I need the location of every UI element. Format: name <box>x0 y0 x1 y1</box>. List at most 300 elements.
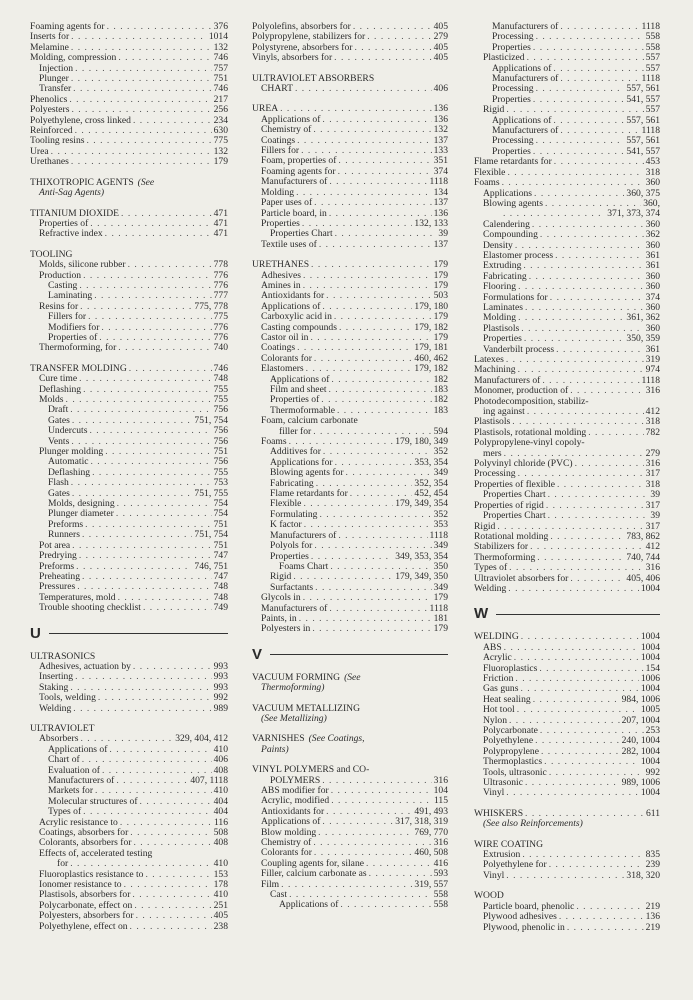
entry-term: Preheating <box>39 570 81 582</box>
entry-page-number: 558 <box>645 31 660 43</box>
entry-leader-dots <box>70 405 211 415</box>
entry-term: Applications of <box>279 899 339 911</box>
entry-term: Molds <box>39 394 64 405</box>
entry-term: Inserts for <box>30 31 70 43</box>
entry-page-number: 240, 1004 <box>621 735 660 747</box>
entry-leader-dots <box>576 902 643 912</box>
index-entry <box>252 900 448 910</box>
entry-term: Transfer <box>39 83 72 95</box>
entry-page-number: 1014 <box>208 31 228 43</box>
entry-page-number: 349 <box>433 581 448 593</box>
entry-page-number: 775 <box>213 135 228 147</box>
entry-page-number: 1118 <box>641 21 660 32</box>
index-entry <box>474 871 660 881</box>
entry-leader-dots <box>82 572 212 582</box>
entry-page-number: 751, 754 <box>194 414 228 426</box>
entry-leader-dots <box>72 541 211 551</box>
entry-page-number: 360, <box>643 197 660 209</box>
entry-leader-dots <box>518 313 624 323</box>
entry-page-number: 1118 <box>429 176 448 188</box>
entry-term: Rigid <box>483 104 505 116</box>
entry-page-number: 178 <box>213 879 228 891</box>
entry-page-number: 558 <box>433 889 448 901</box>
entry-leader-dots <box>83 271 212 281</box>
entry-term: Flame retardants for <box>270 488 348 500</box>
entry-leader-dots <box>128 260 212 270</box>
entry-term: Molding <box>261 186 295 198</box>
entry-page-number: 1118 <box>429 529 448 541</box>
entry-term: Polyethylene, cross linked <box>30 114 131 126</box>
entry-term: Polyolefins, absorbers for <box>252 21 351 32</box>
entry-leader-dots <box>335 229 437 239</box>
entry-leader-dots <box>89 426 211 436</box>
index-entry <box>30 157 228 167</box>
entry-leader-dots <box>588 428 643 438</box>
entry-page-number: 317 <box>645 468 660 480</box>
entry-page-number: 219 <box>645 921 660 933</box>
entry-term: Colorants for <box>261 352 312 364</box>
entry-term: Preforms <box>39 560 75 572</box>
entry-leader-dots <box>71 32 207 42</box>
entry-term: Plastisols, absorbers for <box>39 889 131 901</box>
entry-page-number: 179, 181 <box>414 342 448 354</box>
entry-term: Molds, silicone rubber <box>39 259 126 271</box>
entry-term: Flexible <box>270 498 302 510</box>
entry-page-number: 1004 <box>640 652 660 664</box>
index-entry <box>252 53 448 63</box>
entry-leader-dots <box>553 64 643 74</box>
entry-page-number: 776 <box>213 331 228 343</box>
entry-term: Polyethylene <box>483 735 534 747</box>
index-entry <box>30 693 228 703</box>
entry-term: Fluoroplastics <box>483 662 538 674</box>
entry-leader-dots <box>536 84 625 94</box>
entry-term: Rigid <box>270 571 292 583</box>
entry-page-number: 282, 1004 <box>621 745 660 757</box>
entry-term: Fillers for <box>261 145 300 157</box>
entry-term: Molds, designing <box>48 498 115 510</box>
entry-page-number: 104 <box>433 785 448 796</box>
entry-term: Properties <box>492 93 531 105</box>
entry-leader-dots <box>130 922 212 932</box>
entry-page-number: 782 <box>645 426 660 438</box>
entry-page-number: 405 <box>433 41 448 53</box>
entry-page-number: 352 <box>433 446 448 458</box>
entry-leader-dots <box>88 312 212 322</box>
entry-page-number: 746 <box>213 52 228 64</box>
entry-page-number: 115 <box>433 795 448 807</box>
entry-page-number: 353 <box>433 519 448 531</box>
index-entry <box>30 551 228 561</box>
entry-page-number: 557, 561 <box>626 114 660 126</box>
entry-term: Colorants, absorbers for <box>39 837 132 849</box>
entry-term: Laminates <box>483 301 523 313</box>
entry-page-number: 755 <box>213 466 228 478</box>
entry-page-number: 410 <box>213 743 228 755</box>
section-letter: V <box>252 645 263 663</box>
entry-term: Properties of <box>48 331 98 343</box>
entry-page-number: 558 <box>645 41 660 53</box>
entry-leader-dots <box>71 157 212 167</box>
index-heading <box>474 632 660 642</box>
entry-page-number: 748 <box>213 373 228 385</box>
entry-term: Applications of <box>261 113 321 125</box>
entry-term: Thermoformable <box>270 404 335 416</box>
entry-page-number: 751, 755 <box>194 487 228 499</box>
entry-page-number: 410 <box>213 889 228 901</box>
entry-term: Hot tool <box>483 704 515 716</box>
entry-leader-dots <box>117 499 212 509</box>
entry-leader-dots <box>321 395 431 405</box>
entry-page-number: 452, 454 <box>414 488 448 500</box>
entry-page-number: 1004 <box>640 641 660 653</box>
entry-leader-dots <box>533 695 620 705</box>
entry-page-number: 251 <box>213 899 228 911</box>
entry-leader-dots <box>98 693 212 703</box>
index-entry <box>30 603 228 613</box>
entry-term: Laminating <box>48 290 93 302</box>
entry-term: Chemistry of <box>261 124 312 136</box>
entry-page-number: 756 <box>213 456 228 468</box>
entry-leader-dots <box>109 745 211 755</box>
entry-page-number: 416 <box>433 857 448 869</box>
entry-leader-dots <box>315 583 431 593</box>
entry-leader-dots <box>133 662 212 672</box>
entry-page-number: 405 <box>433 52 448 64</box>
entry-term: ULTRAVIOLET <box>30 722 95 734</box>
entry-leader-dots <box>281 880 412 890</box>
entry-term: Glycols in <box>261 592 301 604</box>
entry-term: Film <box>261 878 280 890</box>
entry-term: Polypropylene <box>483 745 539 757</box>
index-entry <box>474 653 660 663</box>
entry-term: Markets for <box>48 785 94 797</box>
entry-page-number: 179, 349, 354 <box>395 498 448 510</box>
entry-page-number: 353, 354 <box>414 456 448 468</box>
entry-page-number: 594 <box>433 425 448 437</box>
entry-term: Acrylic <box>483 652 512 664</box>
entry-page-number: 134 <box>433 186 448 198</box>
entry-term: Types of <box>474 562 508 574</box>
entry-leader-dots <box>544 757 639 767</box>
cross-reference: Anti-Sag Agents) <box>39 187 105 199</box>
entry-term: Ionomer resistance to <box>39 879 122 891</box>
entry-term: Runners <box>48 529 80 541</box>
entry-page-number: 630 <box>213 125 228 137</box>
entry-leader-dots <box>314 541 431 551</box>
entry-term: Urea <box>30 145 49 157</box>
entry-page-number: 132 <box>213 145 228 157</box>
index-entry <box>474 282 660 292</box>
entry-page-number: 279 <box>645 447 660 459</box>
entry-page-number: 974 <box>645 364 660 376</box>
entry-page-number: 136 <box>433 207 448 219</box>
entry-page-number: 405 <box>433 21 448 32</box>
entry-leader-dots <box>80 302 192 312</box>
entry-term: Welding <box>39 702 72 714</box>
entry-term: Reinforced <box>30 125 73 137</box>
entry-leader-dots <box>311 260 432 270</box>
entry-term: VINYL POLYMERS and CO- <box>252 764 370 776</box>
entry-leader-dots <box>71 478 212 488</box>
entry-page-number: 316 <box>645 458 660 470</box>
entry-page-number: 757 <box>213 62 228 74</box>
entry-page-number: 361 <box>645 260 660 272</box>
entry-page-number: 352, 354 <box>414 477 448 489</box>
entry-page-number: 984, 1006 <box>621 693 660 705</box>
entry-page-number: 360 <box>645 218 660 230</box>
entry-page-number: 154 <box>645 662 660 674</box>
entry-page-number: 751 <box>213 518 228 530</box>
entry-leader-dots <box>313 125 431 135</box>
index-column-middle <box>252 22 448 911</box>
entry-term: Density <box>483 239 513 251</box>
entry-page-number: 412 <box>645 541 660 553</box>
entry-leader-dots <box>329 604 427 614</box>
entry-page-number: 183 <box>433 384 448 395</box>
entry-term: Tools, ultrasonic <box>483 766 547 778</box>
entry-term: Molecular structures of <box>48 795 138 807</box>
entry-term: Urethanes <box>30 156 69 168</box>
entry-leader-dots <box>567 923 644 933</box>
entry-leader-dots <box>560 22 639 32</box>
entry-term: Fillers for <box>48 311 87 323</box>
entry-page-number: 756 <box>213 404 228 416</box>
entry-page-number: 329, 404, 412 <box>175 733 228 745</box>
index-entry <box>474 563 660 573</box>
entry-leader-dots <box>85 520 211 530</box>
entry-leader-dots <box>75 126 212 136</box>
entry-leader-dots <box>72 416 193 426</box>
entry-page-number: 207, 1004 <box>621 714 660 726</box>
entry-page-number: 350, 359 <box>626 333 660 345</box>
entry-term: ULTRAVIOLET ABSORBERS <box>252 72 375 84</box>
section-letter: W <box>474 605 489 623</box>
entry-leader-dots <box>529 272 644 282</box>
entry-leader-dots <box>367 32 431 42</box>
entry-term: Properties of flexible <box>474 478 555 490</box>
entry-page-number: 153 <box>213 868 228 880</box>
entry-leader-dots <box>548 490 649 500</box>
entry-leader-dots <box>73 704 211 714</box>
entry-term: Coatings, absorbers for <box>39 827 129 839</box>
cross-reference: Thermoforming) <box>261 682 325 694</box>
entry-page-number: 136 <box>433 103 448 115</box>
entry-leader-dots <box>536 32 644 42</box>
entry-leader-dots <box>75 64 212 74</box>
section-letter-heading <box>252 647 448 663</box>
entry-page-number: 132, 133 <box>414 217 448 229</box>
entry-page-number: 376 <box>213 21 228 32</box>
index-entry <box>30 136 228 146</box>
entry-page-number: 1118 <box>641 73 660 85</box>
entry-page-number: 234 <box>213 114 228 126</box>
entry-leader-dots <box>76 562 192 572</box>
index-entry <box>474 923 660 933</box>
entry-term: Phenolics <box>30 93 68 105</box>
entry-page-number: 1004 <box>640 631 660 643</box>
entry-leader-dots <box>51 147 212 157</box>
entry-leader-dots <box>69 95 211 105</box>
entry-page-number: 238 <box>213 920 228 932</box>
index-column-right <box>474 22 660 933</box>
entry-term: Properties <box>492 145 531 157</box>
entry-leader-dots <box>338 156 431 166</box>
entry-term: Flooring <box>483 281 517 293</box>
entry-page-number: 755 <box>213 394 228 405</box>
entry-term: Fabricating <box>270 477 314 489</box>
entry-term: Elastomers <box>261 363 304 375</box>
entry-page-number: 740, 744 <box>626 551 660 563</box>
entry-term: filler for <box>279 425 312 437</box>
entry-page-number: 256 <box>213 104 228 116</box>
entry-leader-dots <box>339 323 412 333</box>
entry-page-number: 754 <box>213 508 228 520</box>
entry-leader-dots <box>338 167 432 177</box>
entry-term: Nylon <box>483 714 507 726</box>
entry-term: Foams <box>474 177 500 189</box>
entry-term: Carboxylic acid in <box>261 311 332 323</box>
entry-term: Absorbers <box>39 733 79 745</box>
entry-leader-dots <box>82 755 212 765</box>
entry-leader-dots <box>124 880 212 890</box>
entry-page-number: 775, 778 <box>194 300 228 312</box>
entry-page-number: 541, 557 <box>626 93 660 105</box>
entry-term: Vents <box>48 435 70 447</box>
entry-term: Adhesives, actuation by <box>39 660 131 672</box>
entry-page-number: 179, 180 <box>414 300 448 312</box>
entry-term: Foam, properties of <box>261 155 337 167</box>
entry-leader-dots <box>143 603 212 613</box>
entry-term: Latexes <box>474 354 504 365</box>
entry-page-number: 132 <box>433 124 448 136</box>
entry-page-number: 136 <box>433 113 448 125</box>
entry-leader-dots <box>335 458 413 468</box>
entry-leader-dots <box>318 828 412 838</box>
index-entry <box>252 624 448 634</box>
entry-term: Plywood, phenolic in <box>483 921 565 933</box>
entry-page-number: 179 <box>433 592 448 604</box>
entry-term: Manufacturers of <box>492 21 559 32</box>
entry-leader-dots <box>506 788 639 798</box>
entry-term: Polyesters in <box>261 623 311 635</box>
entry-page-number: 471 <box>213 228 228 240</box>
entry-leader-dots <box>523 261 643 271</box>
entry-page-number: 835 <box>645 849 660 861</box>
entry-page-number: 179, 182 <box>414 363 448 375</box>
entry-page-number: 179 <box>433 311 448 323</box>
entry-leader-dots <box>75 672 212 682</box>
entry-leader-dots <box>331 375 431 385</box>
entry-page-number: 746, 751 <box>194 560 228 572</box>
entry-leader-dots <box>555 251 644 261</box>
entry-page-number: 179 <box>433 269 448 281</box>
entry-page-number: 406 <box>213 754 228 766</box>
entry-page-number: 179, 180, 349 <box>395 436 448 448</box>
entry-page-number: 1006 <box>640 672 660 684</box>
entry-leader-dots <box>556 345 643 355</box>
entry-term: Applications of <box>492 62 552 74</box>
entry-term: Textile uses of <box>261 238 317 250</box>
entry-term: Manufacturers of <box>48 775 115 786</box>
entry-term: K factor <box>270 519 302 531</box>
entry-leader-dots <box>534 189 624 199</box>
entry-leader-dots <box>554 157 644 167</box>
entry-leader-dots <box>354 43 431 53</box>
entry-term: Manufacturers of <box>492 125 559 137</box>
entry-page-number: 611 <box>645 807 660 819</box>
entry-page-number: 133 <box>433 145 448 157</box>
entry-term: Applications of <box>261 816 321 828</box>
entry-term: Flexible <box>474 166 506 178</box>
entry-leader-dots <box>550 532 624 542</box>
entry-term: Acrylic resistance to <box>39 816 118 828</box>
entry-term: Castor oil in <box>261 331 309 343</box>
entry-leader-dots <box>105 229 212 239</box>
entry-leader-dots <box>99 333 211 343</box>
entry-leader-dots <box>331 786 432 796</box>
entry-leader-dots <box>322 776 431 786</box>
entry-leader-dots <box>570 574 624 584</box>
index-column-left <box>30 22 228 932</box>
entry-page-number: 405 <box>213 910 228 922</box>
entry-leader-dots <box>322 302 412 312</box>
entry-term: Foaming agents for <box>30 21 105 32</box>
index-entry <box>30 312 228 322</box>
entry-leader-dots <box>79 551 212 561</box>
entry-term: ing against <box>483 406 525 418</box>
entry-term: Processing <box>492 31 534 43</box>
entry-page-number: 179 <box>433 623 448 635</box>
entry-term: Applications for <box>270 456 333 468</box>
entry-term: Gates <box>48 487 70 499</box>
entry-term: Fabricating <box>483 270 527 282</box>
entry-page-number: 993 <box>213 660 228 672</box>
entry-term: Applications of <box>270 373 330 385</box>
entry-leader-dots <box>79 281 211 291</box>
entry-leader-dots <box>130 828 211 838</box>
entry-leader-dots <box>71 74 212 84</box>
entry-page-number: 362 <box>645 229 660 241</box>
entry-term: for <box>57 858 69 870</box>
entry-term: Predrying <box>39 550 77 562</box>
entry-page-number: 989 <box>213 702 228 714</box>
entry-page-number: 361 <box>645 249 660 261</box>
index-entry <box>474 168 660 178</box>
entry-term: ABS modifier for <box>261 785 329 796</box>
entry-term: Formulating <box>270 508 318 520</box>
entry-term: Deflashing <box>39 383 82 395</box>
entry-term: Manufacturers of <box>261 176 328 188</box>
entry-term: TOOLING <box>30 248 73 260</box>
entry-page-number: 410 <box>213 858 228 870</box>
entry-page-number: 751, 754 <box>194 529 228 541</box>
entry-leader-dots <box>537 553 624 563</box>
entry-leader-dots <box>116 776 188 786</box>
entry-page-number: 776 <box>213 321 228 333</box>
entry-page-number: 751 <box>213 73 228 85</box>
entry-leader-dots <box>506 871 624 881</box>
entry-page-number: 769, 770 <box>414 826 448 838</box>
index-entry <box>474 178 660 188</box>
entry-page-number: 317 <box>645 520 660 532</box>
entry-page-number: 541, 557 <box>626 145 660 157</box>
entry-leader-dots <box>118 343 211 353</box>
entry-page-number: 39 <box>650 510 660 522</box>
entry-term: Blow molding <box>261 826 317 838</box>
entry-page-number: 747 <box>213 550 228 562</box>
entry-page-number: 360 <box>645 281 660 293</box>
